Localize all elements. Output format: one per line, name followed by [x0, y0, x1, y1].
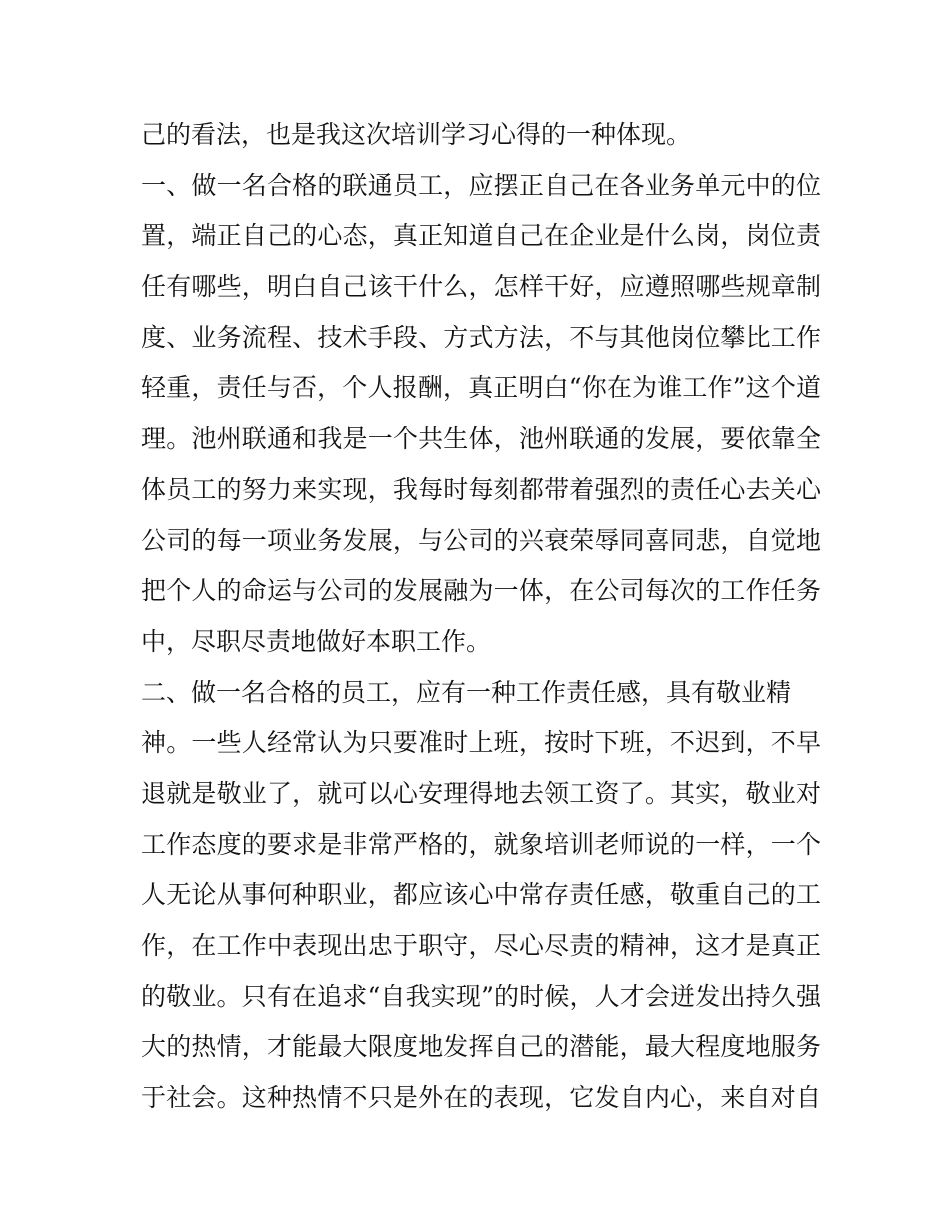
- text-line: 二、做一名合格的员工，应有一种工作责任感，具有敬业精: [141, 677, 792, 707]
- text-line: 一、做一名合格的联通员工，应摆正自己在各业务单元中的位: [141, 170, 821, 200]
- document-body: [141, 110, 821, 1124]
- text-line: 中，尽职尽责地做好本职工作。: [141, 626, 492, 656]
- text-line: 作，在工作中表现出忠于职守，尽心尽责的精神，这才是真正: [141, 931, 821, 960]
- text-line: 轻重，责任与否，个人报酬，真正明白“你在为谁工作”这个道: [141, 373, 821, 403]
- text-line: 于社会。这种热情不只是外在的表现，它发自内心，来自对自: [141, 1083, 821, 1113]
- text-line: 大的热情，才能最大限度地发挥自己的潜能，最大程度地服务: [141, 1032, 821, 1062]
- text-line: 公司的每一项业务发展，与公司的兴衰荣辱同喜同悲，自觉地: [141, 525, 821, 555]
- text-line: 度、业务流程、技术手段、方式方法，不与其他岗位攀比工作: [141, 322, 821, 352]
- text-line: 的敬业。只有在追求“自我实现”的时候，人才会迸发出持久强: [141, 981, 821, 1011]
- text-line: 神。一些人经常认为只要准时上班，按时下班，不迟到，不早: [141, 728, 821, 758]
- text-line: 任有哪些，明白自己该干什么，怎样干好，应遵照哪些规章制: [141, 272, 821, 302]
- text-line: 置，端正自己的心态，真正知道自己在企业是什么岗，岗位责: [141, 221, 821, 251]
- text-line: 人无论从事何种职业，都应该心中常存责任感，敬重自己的工: [141, 880, 821, 910]
- text-line: 工作态度的要求是非常严格的，就象培训老师说的一样，一个: [141, 829, 821, 859]
- text-line: 把个人的命运与公司的发展融为一体，在公司每次的工作任务: [141, 576, 821, 606]
- text-line: 己的看法，也是我这次培训学习心得的一种体现。: [141, 120, 692, 149]
- text-line: 退就是敬业了，就可以心安理得地去领工资了。其实，敬业对: [141, 778, 821, 808]
- text-line: 理。池州联通和我是一个共生体，池州联通的发展，要依靠全: [141, 424, 821, 454]
- text-line: 体员工的努力来实现，我每时每刻都带着强烈的责任心去关心: [141, 474, 821, 504]
